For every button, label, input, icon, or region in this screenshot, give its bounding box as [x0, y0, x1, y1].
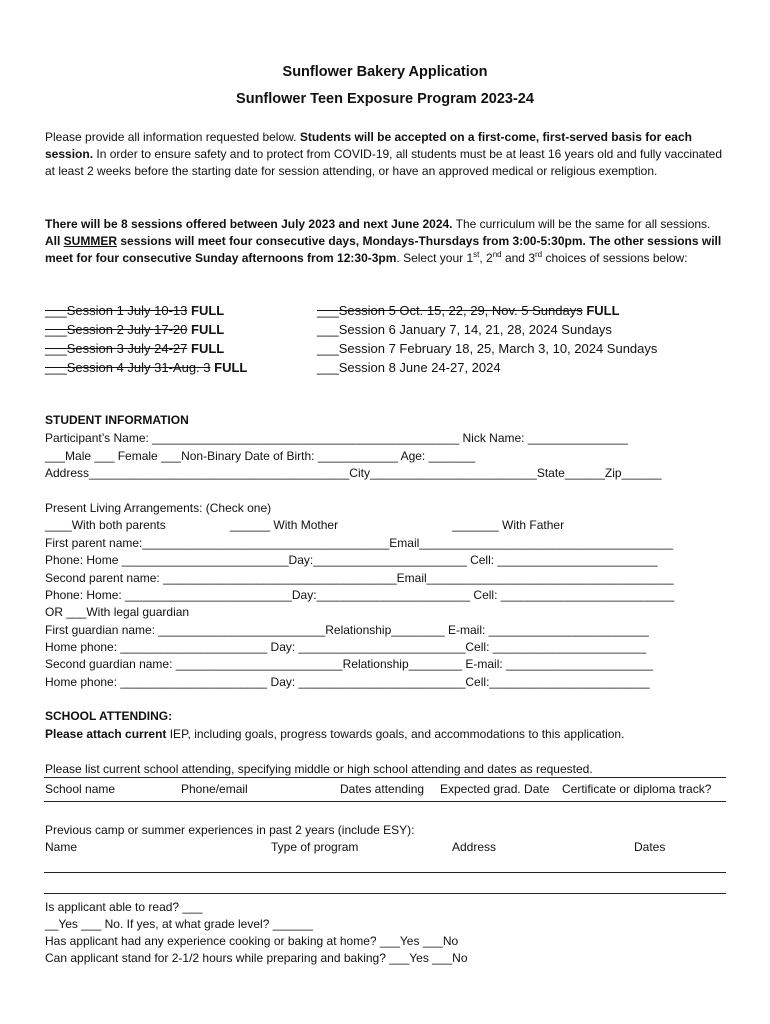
session-5-option[interactable]: ___Session 5 Oct. 15, 22, 29, Nov. 5 Sundays FULL	[317, 303, 620, 318]
legal-guardian-option[interactable]: OR ___With legal guardian	[45, 605, 190, 619]
standing-ability-question[interactable]: Can applicant stand for 2-1/2 hours while preparing and baking? ___Yes ___No	[45, 951, 468, 965]
gender-dob-age-field[interactable]: ___Male ___ Female ___Non-Binary Date of Birth: ____________ Age: _______	[45, 449, 476, 463]
col-school-name: School name	[45, 782, 116, 796]
first-guardian-phone-field[interactable]: Home phone: ______________________ Day: _________________________Cell: _______________________	[45, 640, 647, 654]
session-2-option[interactable]: ___Session 2 July 17-20 FULL	[45, 322, 225, 337]
session-7-option[interactable]: ___Session 7 February 18, 25, March 3, 10, 2024 Sundays	[317, 341, 658, 356]
sessions-paragraph: There will be 8 sessions offered between July 2023 and next June 2024. The curriculum will be the same for all sessions. All SUMMER sessions will meet four consecutive days, Mondays-Thursdays from 3:00-5:30pm. The other sessions will meet for four consecutive Sunday afternoons from 12:30-3pm. Select your 1st, 2nd and 3rd choices of sessions below:	[45, 217, 722, 265]
session-4-option[interactable]: ___Session 4 July 31-Aug. 3 FULL	[45, 360, 248, 375]
divider	[44, 801, 726, 802]
form-subtitle: Sunflower Teen Exposure Program 2023-24	[236, 91, 534, 107]
second-guardian-field[interactable]: Second guardian name: _________________________Relationship________ E-mail: ______________________	[45, 657, 653, 671]
col-expected-grad: Expected grad. Date	[440, 782, 550, 796]
col-certificate-track: Certificate or diploma track?	[562, 782, 712, 796]
cooking-experience-question[interactable]: Has applicant had any experience cooking or baking at home? ___Yes ___No	[45, 934, 459, 948]
session-8-option[interactable]: ___Session 8 June 24-27, 2024	[317, 360, 501, 375]
first-parent-field[interactable]: First parent name:_____________________________________Email______________________________________	[45, 536, 673, 550]
camp-experience-instruction: Previous camp or summer experiences in past 2 years (include ESY):	[45, 823, 415, 837]
with-father-option[interactable]: _______ With Father	[452, 518, 565, 532]
address-field[interactable]: Address_______________________________________City_________________________State______Zip______	[45, 466, 662, 480]
student-info-heading: STUDENT INFORMATION	[45, 413, 189, 427]
session-6-option[interactable]: ___Session 6 January 7, 14, 21, 28, 2024 Sundays	[317, 322, 612, 337]
with-both-parents-option[interactable]: ____With both parents	[45, 518, 166, 532]
school-list-instruction: Please list current school attending, specifying middle or high school attending and dates as requested.	[45, 762, 593, 776]
with-mother-option[interactable]: ______ With Mother	[230, 518, 339, 532]
divider	[44, 893, 726, 894]
second-parent-phone-field[interactable]: Phone: Home: _________________________Day:_______________________ Cell: __________________________	[45, 588, 675, 602]
col-dates-attending: Dates attending	[340, 782, 425, 796]
col-camp-address: Address	[452, 840, 497, 854]
session-1-option[interactable]: ___Session 1 July 10-13 FULL	[45, 303, 225, 318]
col-phone-email: Phone/email	[181, 782, 248, 796]
second-guardian-phone-field[interactable]: Home phone: ______________________ Day: _________________________Cell:________________________	[45, 675, 650, 689]
attach-iep-note: Please attach current IEP, including goals, progress towards goals, and accommodations to this application.	[45, 727, 625, 741]
read-ability-question[interactable]: Is applicant able to read? ___	[45, 900, 203, 914]
col-camp-name: Name	[45, 840, 78, 854]
first-parent-phone-field[interactable]: Phone: Home _________________________Day:_______________________ Cell: ________________________	[45, 553, 658, 567]
form-title: Sunflower Bakery Application	[282, 64, 488, 80]
intro-paragraph: Please provide all information requested below. Students will be accepted on a first-come, first-served basis for each session. In order to ensure safety and to protect from COVID-19, all students must be at least 16 years old and fully vaccinated at least 2 weeks before the starting date for session attending, or have an approved medical or religious exemption.	[45, 130, 723, 178]
divider	[44, 777, 726, 778]
second-parent-field[interactable]: Second parent name: ___________________________________Email_____________________________________	[45, 571, 674, 585]
divider	[44, 872, 726, 873]
school-attending-heading: SCHOOL ATTENDING:	[45, 709, 173, 723]
living-arrangements-label: Present Living Arrangements: (Check one)	[45, 501, 272, 515]
session-3-option[interactable]: ___Session 3 July 24-27 FULL	[45, 341, 225, 356]
first-guardian-field[interactable]: First guardian name: _________________________Relationship________ E-mail: ________________________	[45, 623, 649, 637]
col-program-type: Type of program	[271, 840, 359, 854]
read-grade-level-question[interactable]: __Yes ___ No. If yes, at what grade level? ______	[45, 917, 313, 931]
participant-name-field[interactable]: Participant’s Name: ______________________________________________ Nick Name: _______________	[45, 431, 628, 445]
col-camp-dates: Dates	[634, 840, 666, 854]
